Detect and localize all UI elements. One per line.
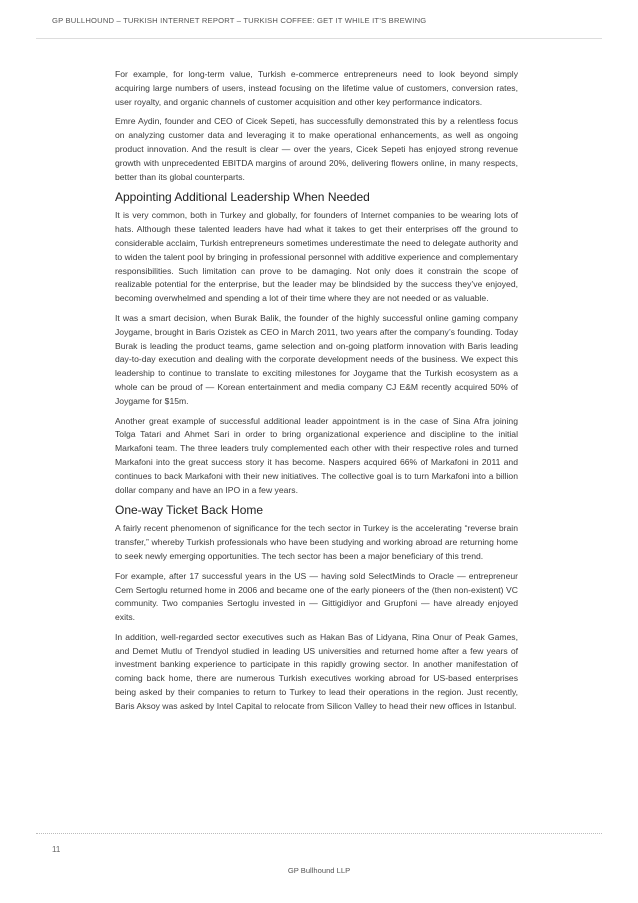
body-paragraph: A fairly recent phenomenon of significance for the tech sector in Turkey is the accelerating “reverse brain transfer,” whereby Turkish professionals who have been studying and working abroad are returning home to seek newly emerging opportunities. The tech sector has been a major beneficiary of this trend. — [115, 523, 518, 561]
body-paragraph: Emre Aydin, founder and CEO of Cicek Sepeti, has successfully demonstrated this by a relentless focus on analyzing customer data and leveraging it to make operational enhancements, as well as ongoing product innovation. And the result is clear — over the years, Cicek Sepeti has enjoyed strong revenue growth with unprecedented EBITDA margins of around 20%, delivering flowers online, in many respects, better than its global counterparts. — [115, 116, 518, 182]
page-number: 11 — [52, 845, 61, 854]
body-paragraph: For example, for long-term value, Turkish e-commerce entrepreneurs need to look beyond simply acquiring large numbers of users, instead focusing on the lifetime value of customers, conversion rates, user royalty, and organic channels of customer acquisition and other key performance indicators. — [115, 69, 518, 107]
body-paragraph: It is very common, both in Turkey and globally, for founders of Internet companies to be wearing lots of hats. Although these talented leaders have had what it takes to get their enterprises off the ground to considerable acclaim, Turkish entrepreneurs sometimes underestimate the need to delegate authority and to widen the talent pool by bringing in professional personnel with additive experience and complementary responsibilities. Such limitation can prove to be damaging. Not only does it constrain the scope of realizable potential for the enterprise, but the leader may be blindsided by the success they’ve enjoyed, becoming overwhelmed and spending a lot of their time where they are not needed or as valuable. — [115, 210, 518, 304]
header-divider — [36, 38, 602, 39]
body-paragraph: It was a smart decision, when Burak Balik, the founder of the highly successful online gaming company Joygame, brought in Baris Ozistek as CEO in March 2011, two years after the company’s founding. Today Burak is leading the product teams, game selection and on-going platform innovation with Baris leading day-to-day execution and dealing with the corporate development needs of the business. We expect this leadership to continue to translate to exciting milestones for Joygame that the Turkish ecosystem as a whole can be proud of — Korean entertainment and media company CJ E&M recently acquired 50% of Joygame for $15m. — [115, 312, 518, 406]
body-paragraph: For example, after 17 successful years in the US — having sold SelectMinds to Oracle — entrepreneur Cem Sertoglu returned home in 2006 and became one of the early pioneers of the (then non-existent) VC community. Two companies Sertoglu invested in — Gittigidiyor and Grupfoni — have already enjoyed exits. — [115, 570, 518, 623]
section-heading-return-home: One-way Ticket Back Home — [115, 503, 264, 518]
footer-divider — [36, 833, 602, 834]
running-header: GP BULLHOUND – TURKISH INTERNET REPORT – TURKISH COFFEE: GET IT WHILE IT’S BREWING — [52, 16, 427, 25]
section-heading-leadership: Appointing Additional Leadership When Needed — [115, 190, 370, 205]
body-paragraph: Another great example of successful additional leader appointment is in the case of Sina Afra joining Tolga Tatari and Ahmet Sari in order to bring organizational experience and discipline to the initial Markafoni team. The three leaders truly complemented each other with their respective roles and turned Markafoni into the great success story it has become. Naspers acquired 66% of Markafoni in 2011 and continues to back Markafoni with their new initiatives. The collective goal is to turn Markafoni into a billion dollar company and have an IPO in a few years. — [115, 415, 518, 495]
footer-company-name: GP Bullhound LLP — [287, 866, 351, 875]
body-paragraph: In addition, well-regarded sector executives such as Hakan Bas of Lidyana, Rina Onur of Peak Games, and Demet Mutlu of Trendyol studied in leading US universities and returned home after a few years of investment banking experience to participate in this rapidly growing sector. In another manifestation of coming back home, there are numerous Turkish executives working abroad for US-based enterprises being asked by their companies to return to Turkey to lead their operations in the region. Just recently, Baris Aksoy was asked by Intel Capital to relocate from Silicon Valley to head their new offices in Istanbul. — [115, 631, 518, 711]
report-body — [115, 68, 518, 720]
